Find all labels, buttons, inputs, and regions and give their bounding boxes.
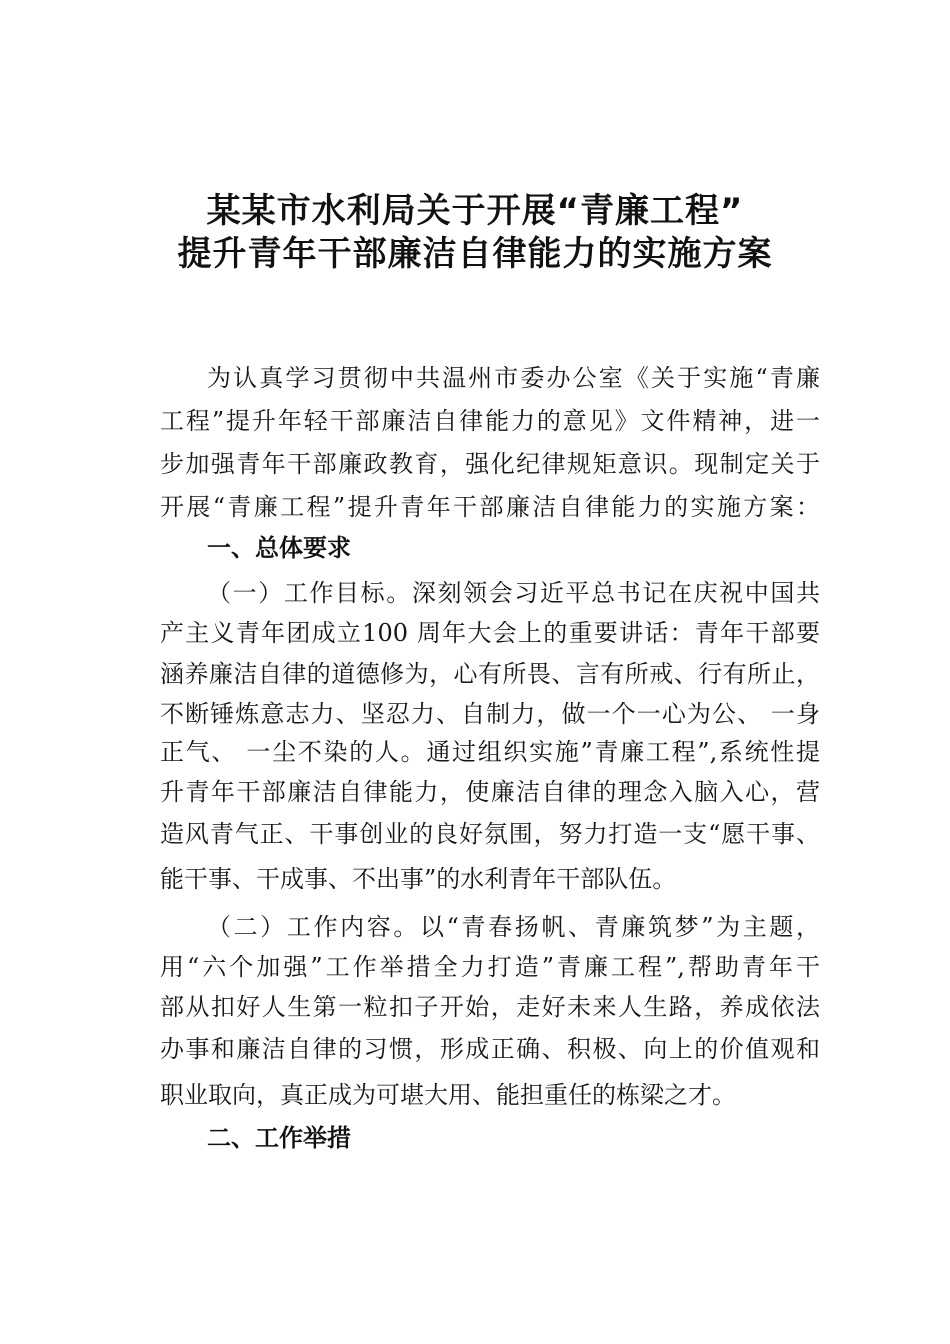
- paragraph-line: （一）工作目标。深刻领会习近平总书记在庆祝中国共: [207, 579, 820, 607]
- paragraph-line: 办事和廉洁自律的习惯，形成正确、积极、向上的价值观和: [160, 1035, 820, 1063]
- paragraph-line: 产主义青年团成立100 周年大会上的重要讲话：青年干部要: [160, 619, 820, 647]
- document-title-line-1: 某某市水利局关于开展“青廉工程”: [206, 191, 744, 231]
- intro-line: 开展“青廉工程”提升青年干部廉洁自律能力的实施方案：: [160, 493, 820, 521]
- paragraph-line: 正气、 一尘不染的人。通过组织实施”青廉工程”,系统性提: [160, 738, 820, 766]
- paragraph-line: 造风青气正、干事创业的良好氛围，努力打造一支“愿干事、: [160, 820, 820, 848]
- paragraph-line: 不断锤炼意志力、坚忍力、自制力，做一个一心为公、 一身: [160, 700, 820, 728]
- paragraph-line: 用“六个加强”工作举措全力打造”青廉工程”,帮助青年干: [160, 953, 820, 981]
- intro-line: 步加强青年干部廉政教育，强化纪律规矩意识。现制定关于: [160, 450, 820, 478]
- paragraph-line: （二）工作内容。以“青春扬帆、青廉筑梦”为主题，: [207, 913, 820, 941]
- section-heading-work-measures: 二、工作举措: [207, 1124, 351, 1152]
- section-heading-general-requirements: 一、总体要求: [207, 534, 351, 562]
- paragraph-line: 升青年干部廉洁自律能力，使廉洁自律的理念入脑入心，营: [160, 778, 820, 806]
- intro-line: 工程”提升年轻干部廉洁自律能力的意见》文件精神，进一: [160, 407, 820, 435]
- document-title-line-2: 提升青年干部廉洁自律能力的实施方案: [177, 234, 773, 274]
- paragraph-line: 能干事、干成事、不出事”的水利青年干部队伍。: [160, 865, 677, 893]
- paragraph-line: 部从扣好人生第一粒扣子开始，走好未来人生路，养成依法: [160, 993, 820, 1021]
- paragraph-line: 涵养廉洁自律的道德修为，心有所畏、言有所戒、行有所止，: [160, 660, 820, 688]
- intro-line: 为认真学习贯彻中共温州市委办公室《关于实施“青廉: [207, 364, 820, 392]
- paragraph-line: 职业取向，真正成为可堪大用、能担重任的栋梁之才。: [160, 1081, 736, 1109]
